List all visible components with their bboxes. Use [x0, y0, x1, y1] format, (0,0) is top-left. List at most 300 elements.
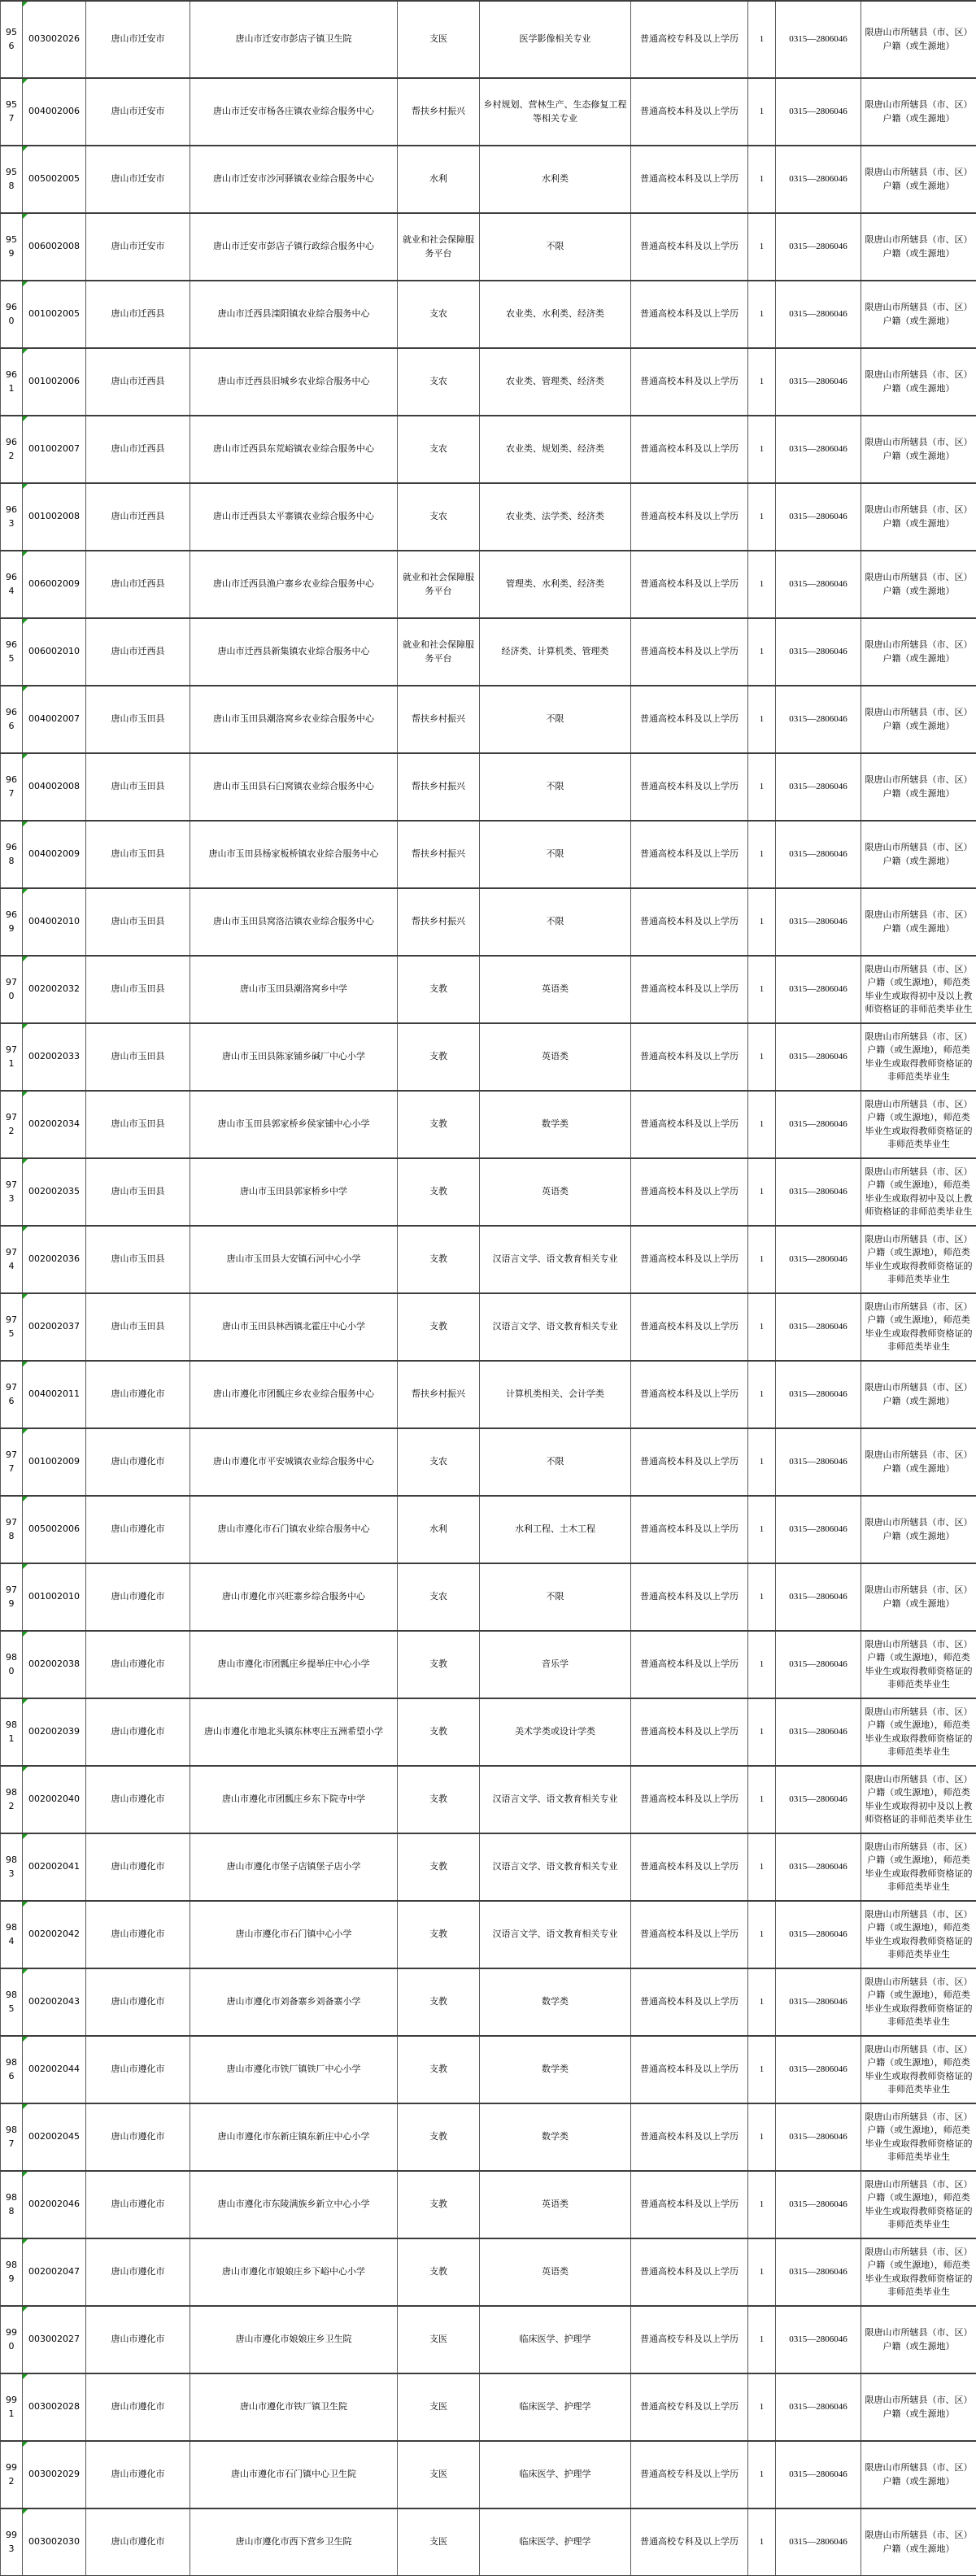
city-cell[interactable]: 唐山市玉田县: [86, 1023, 190, 1091]
row-number-cell[interactable]: 989: [1, 2238, 23, 2306]
position-code-cell[interactable]: 002002044: [23, 2036, 86, 2103]
remark-cell[interactable]: 限唐山市所辖县（市、区）户籍（或生源地）: [861, 888, 976, 956]
phone-cell[interactable]: 0315—2806046: [776, 1901, 861, 1968]
major-cell[interactable]: 英语类: [480, 1158, 631, 1226]
org-name-cell[interactable]: 唐山市迁西县滦阳镇农业综合服务中心: [190, 281, 398, 348]
count-cell[interactable]: 1: [748, 1833, 776, 1901]
row-number-cell[interactable]: 956: [1, 1, 23, 78]
row-number-cell[interactable]: 979: [1, 1563, 23, 1631]
position-code-cell[interactable]: 006002009: [23, 551, 86, 618]
row-number-cell[interactable]: 992: [1, 2441, 23, 2508]
remark-cell[interactable]: 限唐山市所辖县（市、区）户籍（或生源地），师范类毕业生或取得初中及以上教师资格证的非师范类毕业生: [861, 1158, 976, 1226]
count-cell[interactable]: 1: [748, 1226, 776, 1293]
count-cell[interactable]: 1: [748, 686, 776, 753]
phone-cell[interactable]: 0315—2806046: [776, 1361, 861, 1428]
city-cell[interactable]: 唐山市迁安市: [86, 78, 190, 146]
count-cell[interactable]: 1: [748, 1158, 776, 1226]
row-number-cell[interactable]: 963: [1, 483, 23, 551]
org-name-cell[interactable]: 唐山市遵化市团瓢庄乡提举庄中心小学: [190, 1631, 398, 1698]
row-number-cell[interactable]: 987: [1, 2103, 23, 2171]
org-name-cell[interactable]: 唐山市遵化市堡子店镇堡子店小学: [190, 1833, 398, 1901]
education-cell[interactable]: 普通高校专科及以上学历: [631, 2441, 748, 2508]
row-number-cell[interactable]: 986: [1, 2036, 23, 2103]
remark-cell[interactable]: 限唐山市所辖县（市、区）户籍（或生源地）: [861, 1428, 976, 1496]
row-number-cell[interactable]: 966: [1, 686, 23, 753]
row-number-cell[interactable]: 983: [1, 1833, 23, 1901]
city-cell[interactable]: 唐山市遵化市: [86, 2036, 190, 2103]
remark-cell[interactable]: 限唐山市所辖县（市、区）户籍（或生源地），师范类毕业生或取得教师资格证的非师范类毕业生: [861, 2036, 976, 2103]
category-cell[interactable]: 就业和社会保障服务平台: [398, 618, 480, 686]
major-cell[interactable]: 计算机类相关、会计学类: [480, 1361, 631, 1428]
remark-cell[interactable]: 限唐山市所辖县（市、区）户籍（或生源地），师范类毕业生或取得教师资格证的非师范类毕业生: [861, 1968, 976, 2036]
row-number-cell[interactable]: 962: [1, 416, 23, 483]
city-cell[interactable]: 唐山市玉田县: [86, 821, 190, 888]
row-number-cell[interactable]: 976: [1, 1361, 23, 1428]
major-cell[interactable]: 不限: [480, 213, 631, 281]
count-cell[interactable]: 1: [748, 1428, 776, 1496]
org-name-cell[interactable]: 唐山市迁西县旧城乡农业综合服务中心: [190, 348, 398, 416]
category-cell[interactable]: 支教: [398, 1293, 480, 1361]
count-cell[interactable]: 1: [748, 2103, 776, 2171]
phone-cell[interactable]: 0315—2806046: [776, 348, 861, 416]
position-code-cell[interactable]: 003002030: [23, 2508, 86, 2576]
phone-cell[interactable]: 0315—2806046: [776, 2441, 861, 2508]
phone-cell[interactable]: 0315—2806046: [776, 1, 861, 78]
category-cell[interactable]: 支教: [398, 1766, 480, 1833]
remark-cell[interactable]: 限唐山市所辖县（市、区）户籍（或生源地）: [861, 1361, 976, 1428]
remark-cell[interactable]: 限唐山市所辖县（市、区）户籍（或生源地），师范类毕业生或取得教师资格证的非师范类毕业生: [861, 1631, 976, 1698]
phone-cell[interactable]: 0315—2806046: [776, 213, 861, 281]
remark-cell[interactable]: 限唐山市所辖县（市、区）户籍（或生源地）: [861, 551, 976, 618]
count-cell[interactable]: 1: [748, 146, 776, 213]
category-cell[interactable]: 支教: [398, 1968, 480, 2036]
org-name-cell[interactable]: 唐山市迁安市杨各庄镇农业综合服务中心: [190, 78, 398, 146]
org-name-cell[interactable]: 唐山市玉田县郭家桥乡中学: [190, 1158, 398, 1226]
city-cell[interactable]: 唐山市遵化市: [86, 1361, 190, 1428]
education-cell[interactable]: 普通高校本科及以上学历: [631, 213, 748, 281]
city-cell[interactable]: 唐山市迁安市: [86, 146, 190, 213]
education-cell[interactable]: 普通高校本科及以上学历: [631, 1901, 748, 1968]
org-name-cell[interactable]: 唐山市玉田县潮洛窝乡农业综合服务中心: [190, 686, 398, 753]
position-code-cell[interactable]: 004002006: [23, 78, 86, 146]
category-cell[interactable]: 支教: [398, 1091, 480, 1158]
org-name-cell[interactable]: 唐山市遵化市铁厂镇铁厂中心小学: [190, 2036, 398, 2103]
major-cell[interactable]: 数学类: [480, 2103, 631, 2171]
category-cell[interactable]: 支教: [398, 2238, 480, 2306]
org-name-cell[interactable]: 唐山市遵化市娘娘庄乡下峪中心小学: [190, 2238, 398, 2306]
city-cell[interactable]: 唐山市遵化市: [86, 1563, 190, 1631]
count-cell[interactable]: 1: [748, 956, 776, 1023]
phone-cell[interactable]: 0315—2806046: [776, 2171, 861, 2238]
row-number-cell[interactable]: 984: [1, 1901, 23, 1968]
education-cell[interactable]: 普通高校本科及以上学历: [631, 146, 748, 213]
city-cell[interactable]: 唐山市遵化市: [86, 2373, 190, 2441]
category-cell[interactable]: 支教: [398, 1226, 480, 1293]
city-cell[interactable]: 唐山市迁西县: [86, 416, 190, 483]
org-name-cell[interactable]: 唐山市玉田县窝洛沽镇农业综合服务中心: [190, 888, 398, 956]
position-code-cell[interactable]: 002002035: [23, 1158, 86, 1226]
city-cell[interactable]: 唐山市遵化市: [86, 1428, 190, 1496]
category-cell[interactable]: 支教: [398, 956, 480, 1023]
count-cell[interactable]: 1: [748, 1023, 776, 1091]
remark-cell[interactable]: 限唐山市所辖县（市、区）户籍（或生源地），师范类毕业生或取得教师资格证的非师范类毕业生: [861, 1833, 976, 1901]
position-code-cell[interactable]: 004002011: [23, 1361, 86, 1428]
row-number-cell[interactable]: 982: [1, 1766, 23, 1833]
education-cell[interactable]: 普通高校本科及以上学历: [631, 1496, 748, 1563]
org-name-cell[interactable]: 唐山市玉田县郭家桥乡侯家铺中心小学: [190, 1091, 398, 1158]
category-cell[interactable]: 支教: [398, 1023, 480, 1091]
education-cell[interactable]: 普通高校本科及以上学历: [631, 1563, 748, 1631]
org-name-cell[interactable]: 唐山市遵化市铁厂镇卫生院: [190, 2373, 398, 2441]
remark-cell[interactable]: 限唐山市所辖县（市、区）户籍（或生源地）: [861, 78, 976, 146]
category-cell[interactable]: 支教: [398, 1833, 480, 1901]
category-cell[interactable]: 就业和社会保障服务平台: [398, 213, 480, 281]
major-cell[interactable]: 水利工程、土木工程: [480, 1496, 631, 1563]
category-cell[interactable]: 支医: [398, 1, 480, 78]
count-cell[interactable]: 1: [748, 1091, 776, 1158]
count-cell[interactable]: 1: [748, 2373, 776, 2441]
position-code-cell[interactable]: 002002040: [23, 1766, 86, 1833]
education-cell[interactable]: 普通高校本科及以上学历: [631, 956, 748, 1023]
count-cell[interactable]: 1: [748, 753, 776, 821]
row-number-cell[interactable]: 958: [1, 146, 23, 213]
position-code-cell[interactable]: 006002008: [23, 213, 86, 281]
category-cell[interactable]: 帮扶乡村振兴: [398, 821, 480, 888]
count-cell[interactable]: 1: [748, 1698, 776, 1766]
position-code-cell[interactable]: 001002009: [23, 1428, 86, 1496]
position-code-cell[interactable]: 001002007: [23, 416, 86, 483]
org-name-cell[interactable]: 唐山市迁西县东荒峪镇农业综合服务中心: [190, 416, 398, 483]
count-cell[interactable]: 1: [748, 618, 776, 686]
major-cell[interactable]: 英语类: [480, 2238, 631, 2306]
category-cell[interactable]: 支农: [398, 348, 480, 416]
row-number-cell[interactable]: 988: [1, 2171, 23, 2238]
row-number-cell[interactable]: 978: [1, 1496, 23, 1563]
phone-cell[interactable]: 0315—2806046: [776, 888, 861, 956]
major-cell[interactable]: 英语类: [480, 956, 631, 1023]
category-cell[interactable]: 支教: [398, 1631, 480, 1698]
org-name-cell[interactable]: 唐山市玉田县林西镇北霍庄中心小学: [190, 1293, 398, 1361]
phone-cell[interactable]: 0315—2806046: [776, 1563, 861, 1631]
city-cell[interactable]: 唐山市迁西县: [86, 551, 190, 618]
position-code-cell[interactable]: 002002033: [23, 1023, 86, 1091]
phone-cell[interactable]: 0315—2806046: [776, 1766, 861, 1833]
major-cell[interactable]: 音乐学: [480, 1631, 631, 1698]
remark-cell[interactable]: 限唐山市所辖县（市、区）户籍（或生源地）: [861, 2306, 976, 2373]
phone-cell[interactable]: 0315—2806046: [776, 753, 861, 821]
major-cell[interactable]: 农业类、法学类、经济类: [480, 483, 631, 551]
position-code-cell[interactable]: 001002006: [23, 348, 86, 416]
city-cell[interactable]: 唐山市玉田县: [86, 686, 190, 753]
phone-cell[interactable]: 0315—2806046: [776, 146, 861, 213]
position-code-cell[interactable]: 002002038: [23, 1631, 86, 1698]
phone-cell[interactable]: 0315—2806046: [776, 2036, 861, 2103]
education-cell[interactable]: 普通高校本科及以上学历: [631, 2238, 748, 2306]
phone-cell[interactable]: 0315—2806046: [776, 281, 861, 348]
row-number-cell[interactable]: 967: [1, 753, 23, 821]
major-cell[interactable]: 水利类: [480, 146, 631, 213]
major-cell[interactable]: 农业类、水利类、经济类: [480, 281, 631, 348]
category-cell[interactable]: 水利: [398, 1496, 480, 1563]
education-cell[interactable]: 普通高校本科及以上学历: [631, 1361, 748, 1428]
row-number-cell[interactable]: 993: [1, 2508, 23, 2576]
education-cell[interactable]: 普通高校专科及以上学历: [631, 2508, 748, 2576]
org-name-cell[interactable]: 唐山市玉田县陈家铺乡碱厂中心小学: [190, 1023, 398, 1091]
education-cell[interactable]: 普通高校本科及以上学历: [631, 2036, 748, 2103]
position-code-cell[interactable]: 001002010: [23, 1563, 86, 1631]
remark-cell[interactable]: 限唐山市所辖县（市、区）户籍（或生源地）: [861, 686, 976, 753]
position-code-cell[interactable]: 002002043: [23, 1968, 86, 2036]
education-cell[interactable]: 普通高校专科及以上学历: [631, 2373, 748, 2441]
category-cell[interactable]: 支教: [398, 1698, 480, 1766]
org-name-cell[interactable]: 唐山市遵化市团瓢庄乡农业综合服务中心: [190, 1361, 398, 1428]
phone-cell[interactable]: 0315—2806046: [776, 1023, 861, 1091]
city-cell[interactable]: 唐山市迁西县: [86, 618, 190, 686]
row-number-cell[interactable]: 971: [1, 1023, 23, 1091]
row-number-cell[interactable]: 968: [1, 821, 23, 888]
phone-cell[interactable]: 0315—2806046: [776, 1968, 861, 2036]
phone-cell[interactable]: 0315—2806046: [776, 821, 861, 888]
position-code-cell[interactable]: 002002045: [23, 2103, 86, 2171]
phone-cell[interactable]: 0315—2806046: [776, 2373, 861, 2441]
city-cell[interactable]: 唐山市遵化市: [86, 1766, 190, 1833]
education-cell[interactable]: 普通高校本科及以上学历: [631, 1293, 748, 1361]
phone-cell[interactable]: 0315—2806046: [776, 618, 861, 686]
org-name-cell[interactable]: 唐山市迁西县新集镇农业综合服务中心: [190, 618, 398, 686]
position-code-cell[interactable]: 002002041: [23, 1833, 86, 1901]
city-cell[interactable]: 唐山市玉田县: [86, 888, 190, 956]
major-cell[interactable]: 农业类、管理类、经济类: [480, 348, 631, 416]
phone-cell[interactable]: 0315—2806046: [776, 1698, 861, 1766]
row-number-cell[interactable]: 972: [1, 1091, 23, 1158]
row-number-cell[interactable]: 981: [1, 1698, 23, 1766]
org-name-cell[interactable]: 唐山市遵化市石门镇农业综合服务中心: [190, 1496, 398, 1563]
city-cell[interactable]: 唐山市玉田县: [86, 1158, 190, 1226]
count-cell[interactable]: 1: [748, 2508, 776, 2576]
major-cell[interactable]: 数学类: [480, 1968, 631, 2036]
major-cell[interactable]: 临床医学、护理学: [480, 2441, 631, 2508]
phone-cell[interactable]: 0315—2806046: [776, 1226, 861, 1293]
major-cell[interactable]: 不限: [480, 1428, 631, 1496]
city-cell[interactable]: 唐山市遵化市: [86, 2441, 190, 2508]
position-code-cell[interactable]: 002002042: [23, 1901, 86, 1968]
city-cell[interactable]: 唐山市遵化市: [86, 1968, 190, 2036]
count-cell[interactable]: 1: [748, 821, 776, 888]
row-number-cell[interactable]: 964: [1, 551, 23, 618]
row-number-cell[interactable]: 960: [1, 281, 23, 348]
category-cell[interactable]: 支医: [398, 2441, 480, 2508]
org-name-cell[interactable]: 唐山市遵化市兴旺寨乡综合服务中心: [190, 1563, 398, 1631]
row-number-cell[interactable]: 970: [1, 956, 23, 1023]
remark-cell[interactable]: 限唐山市所辖县（市、区）户籍（或生源地），师范类毕业生或取得教师资格证的非师范类毕业生: [861, 1091, 976, 1158]
phone-cell[interactable]: 0315—2806046: [776, 686, 861, 753]
education-cell[interactable]: 普通高校本科及以上学历: [631, 551, 748, 618]
education-cell[interactable]: 普通高校本科及以上学历: [631, 821, 748, 888]
org-name-cell[interactable]: 唐山市迁安市彭店子镇卫生院: [190, 1, 398, 78]
row-number-cell[interactable]: 977: [1, 1428, 23, 1496]
education-cell[interactable]: 普通高校本科及以上学历: [631, 1428, 748, 1496]
education-cell[interactable]: 普通高校本科及以上学历: [631, 416, 748, 483]
position-code-cell[interactable]: 003002029: [23, 2441, 86, 2508]
count-cell[interactable]: 1: [748, 1631, 776, 1698]
major-cell[interactable]: 临床医学、护理学: [480, 2508, 631, 2576]
count-cell[interactable]: 1: [748, 213, 776, 281]
city-cell[interactable]: 唐山市遵化市: [86, 2306, 190, 2373]
city-cell[interactable]: 唐山市遵化市: [86, 1631, 190, 1698]
city-cell[interactable]: 唐山市玉田县: [86, 1091, 190, 1158]
phone-cell[interactable]: 0315—2806046: [776, 78, 861, 146]
education-cell[interactable]: 普通高校本科及以上学历: [631, 618, 748, 686]
remark-cell[interactable]: 限唐山市所辖县（市、区）户籍（或生源地）: [861, 281, 976, 348]
row-number-cell[interactable]: 975: [1, 1293, 23, 1361]
position-code-cell[interactable]: 004002008: [23, 753, 86, 821]
count-cell[interactable]: 1: [748, 281, 776, 348]
city-cell[interactable]: 唐山市迁西县: [86, 348, 190, 416]
category-cell[interactable]: 帮扶乡村振兴: [398, 686, 480, 753]
remark-cell[interactable]: 限唐山市所辖县（市、区）户籍（或生源地）: [861, 821, 976, 888]
category-cell[interactable]: 支教: [398, 2171, 480, 2238]
education-cell[interactable]: 普通高校本科及以上学历: [631, 888, 748, 956]
phone-cell[interactable]: 0315—2806046: [776, 1833, 861, 1901]
education-cell[interactable]: 普通高校本科及以上学历: [631, 1158, 748, 1226]
category-cell[interactable]: 支教: [398, 2036, 480, 2103]
education-cell[interactable]: 普通高校本科及以上学历: [631, 1226, 748, 1293]
major-cell[interactable]: 汉语言文学、语文教育相关专业: [480, 1901, 631, 1968]
phone-cell[interactable]: 0315—2806046: [776, 1293, 861, 1361]
count-cell[interactable]: 1: [748, 416, 776, 483]
city-cell[interactable]: 唐山市遵化市: [86, 1496, 190, 1563]
count-cell[interactable]: 1: [748, 2306, 776, 2373]
count-cell[interactable]: 1: [748, 1766, 776, 1833]
remark-cell[interactable]: 限唐山市所辖县（市、区）户籍（或生源地）: [861, 146, 976, 213]
position-code-cell[interactable]: 006002010: [23, 618, 86, 686]
category-cell[interactable]: 支农: [398, 1428, 480, 1496]
education-cell[interactable]: 普通高校本科及以上学历: [631, 1968, 748, 2036]
remark-cell[interactable]: 限唐山市所辖县（市、区）户籍（或生源地）: [861, 2508, 976, 2576]
major-cell[interactable]: 数学类: [480, 2036, 631, 2103]
position-code-cell[interactable]: 002002032: [23, 956, 86, 1023]
org-name-cell[interactable]: 唐山市玉田县潮洛窝乡中学: [190, 956, 398, 1023]
remark-cell[interactable]: 限唐山市所辖县（市、区）户籍（或生源地），师范类毕业生或取得教师资格证的非师范类毕业生: [861, 1901, 976, 1968]
count-cell[interactable]: 1: [748, 1, 776, 78]
major-cell[interactable]: 汉语言文学、语文教育相关专业: [480, 1766, 631, 1833]
org-name-cell[interactable]: 唐山市迁西县太平寨镇农业综合服务中心: [190, 483, 398, 551]
count-cell[interactable]: 1: [748, 2171, 776, 2238]
count-cell[interactable]: 1: [748, 1901, 776, 1968]
phone-cell[interactable]: 0315—2806046: [776, 551, 861, 618]
major-cell[interactable]: 美术学类或设计学类: [480, 1698, 631, 1766]
phone-cell[interactable]: 0315—2806046: [776, 416, 861, 483]
city-cell[interactable]: 唐山市遵化市: [86, 2238, 190, 2306]
row-number-cell[interactable]: 957: [1, 78, 23, 146]
education-cell[interactable]: 普通高校本科及以上学历: [631, 78, 748, 146]
major-cell[interactable]: 汉语言文学、语文教育相关专业: [480, 1293, 631, 1361]
remark-cell[interactable]: 限唐山市所辖县（市、区）户籍（或生源地）: [861, 213, 976, 281]
phone-cell[interactable]: 0315—2806046: [776, 1091, 861, 1158]
row-number-cell[interactable]: 959: [1, 213, 23, 281]
remark-cell[interactable]: 限唐山市所辖县（市、区）户籍（或生源地）: [861, 1563, 976, 1631]
phone-cell[interactable]: 0315—2806046: [776, 1631, 861, 1698]
count-cell[interactable]: 1: [748, 483, 776, 551]
phone-cell[interactable]: 0315—2806046: [776, 2306, 861, 2373]
position-code-cell[interactable]: 005002005: [23, 146, 86, 213]
position-code-cell[interactable]: 005002006: [23, 1496, 86, 1563]
position-code-cell[interactable]: 004002007: [23, 686, 86, 753]
org-name-cell[interactable]: 唐山市玉田县石臼窝镇农业综合服务中心: [190, 753, 398, 821]
org-name-cell[interactable]: 唐山市遵化市石门镇中心卫生院: [190, 2441, 398, 2508]
remark-cell[interactable]: 限唐山市所辖县（市、区）户籍（或生源地），师范类毕业生或取得教师资格证的非师范类毕业生: [861, 2171, 976, 2238]
org-name-cell[interactable]: 唐山市遵化市东新庄镇东新庄中心小学: [190, 2103, 398, 2171]
phone-cell[interactable]: 0315—2806046: [776, 1158, 861, 1226]
education-cell[interactable]: 普通高校专科及以上学历: [631, 1, 748, 78]
category-cell[interactable]: 帮扶乡村振兴: [398, 1361, 480, 1428]
city-cell[interactable]: 唐山市迁安市: [86, 213, 190, 281]
major-cell[interactable]: 农业类、规划类、经济类: [480, 416, 631, 483]
education-cell[interactable]: 普通高校本科及以上学历: [631, 1698, 748, 1766]
position-code-cell[interactable]: 002002046: [23, 2171, 86, 2238]
position-code-cell[interactable]: 003002027: [23, 2306, 86, 2373]
major-cell[interactable]: 不限: [480, 821, 631, 888]
position-code-cell[interactable]: 001002005: [23, 281, 86, 348]
category-cell[interactable]: 支医: [398, 2373, 480, 2441]
remark-cell[interactable]: 限唐山市所辖县（市、区）户籍（或生源地），师范类毕业生或取得教师资格证的非师范类毕业生: [861, 2103, 976, 2171]
org-name-cell[interactable]: 唐山市遵化市娘娘庄乡卫生院: [190, 2306, 398, 2373]
remark-cell[interactable]: 限唐山市所辖县（市、区）户籍（或生源地），师范类毕业生或取得教师资格证的非师范类毕业生: [861, 1698, 976, 1766]
remark-cell[interactable]: 限唐山市所辖县（市、区）户籍（或生源地）: [861, 753, 976, 821]
education-cell[interactable]: 普通高校本科及以上学历: [631, 2103, 748, 2171]
remark-cell[interactable]: 限唐山市所辖县（市、区）户籍（或生源地），师范类毕业生或取得初中及以上教师资格证的非师范类毕业生: [861, 1766, 976, 1833]
city-cell[interactable]: 唐山市遵化市: [86, 2171, 190, 2238]
major-cell[interactable]: 临床医学、护理学: [480, 2306, 631, 2373]
phone-cell[interactable]: 0315—2806046: [776, 956, 861, 1023]
category-cell[interactable]: 支教: [398, 1158, 480, 1226]
category-cell[interactable]: 支医: [398, 2306, 480, 2373]
city-cell[interactable]: 唐山市玉田县: [86, 753, 190, 821]
education-cell[interactable]: 普通高校本科及以上学历: [631, 483, 748, 551]
education-cell[interactable]: 普通高校本科及以上学历: [631, 753, 748, 821]
phone-cell[interactable]: 0315—2806046: [776, 2103, 861, 2171]
count-cell[interactable]: 1: [748, 1563, 776, 1631]
major-cell[interactable]: 英语类: [480, 1023, 631, 1091]
major-cell[interactable]: 经济类、计算机类、管理类: [480, 618, 631, 686]
category-cell[interactable]: 支农: [398, 483, 480, 551]
city-cell[interactable]: 唐山市迁西县: [86, 483, 190, 551]
education-cell[interactable]: 普通高校本科及以上学历: [631, 1766, 748, 1833]
major-cell[interactable]: 数学类: [480, 1091, 631, 1158]
remark-cell[interactable]: 限唐山市所辖县（市、区）户籍（或生源地）: [861, 618, 976, 686]
row-number-cell[interactable]: 985: [1, 1968, 23, 2036]
remark-cell[interactable]: 限唐山市所辖县（市、区）户籍（或生源地），师范类毕业生或取得教师资格证的非师范类毕业生: [861, 1226, 976, 1293]
count-cell[interactable]: 1: [748, 348, 776, 416]
phone-cell[interactable]: 0315—2806046: [776, 1496, 861, 1563]
education-cell[interactable]: 普通高校本科及以上学历: [631, 281, 748, 348]
major-cell[interactable]: 管理类、水利类、经济类: [480, 551, 631, 618]
city-cell[interactable]: 唐山市遵化市: [86, 1901, 190, 1968]
row-number-cell[interactable]: 991: [1, 2373, 23, 2441]
education-cell[interactable]: 普通高校本科及以上学历: [631, 1631, 748, 1698]
org-name-cell[interactable]: 唐山市遵化市石门镇中心小学: [190, 1901, 398, 1968]
remark-cell[interactable]: 限唐山市所辖县（市、区）户籍（或生源地），师范类毕业生或取得教师资格证的非师范类毕业生: [861, 1293, 976, 1361]
org-name-cell[interactable]: 唐山市遵化市地北头镇东林枣庄五洲希望小学: [190, 1698, 398, 1766]
major-cell[interactable]: 英语类: [480, 2171, 631, 2238]
count-cell[interactable]: 1: [748, 1496, 776, 1563]
org-name-cell[interactable]: 唐山市遵化市东陵满族乡新立中心小学: [190, 2171, 398, 2238]
city-cell[interactable]: 唐山市迁西县: [86, 281, 190, 348]
phone-cell[interactable]: 0315—2806046: [776, 2508, 861, 2576]
count-cell[interactable]: 1: [748, 2441, 776, 2508]
category-cell[interactable]: 支医: [398, 2508, 480, 2576]
category-cell[interactable]: 支农: [398, 281, 480, 348]
